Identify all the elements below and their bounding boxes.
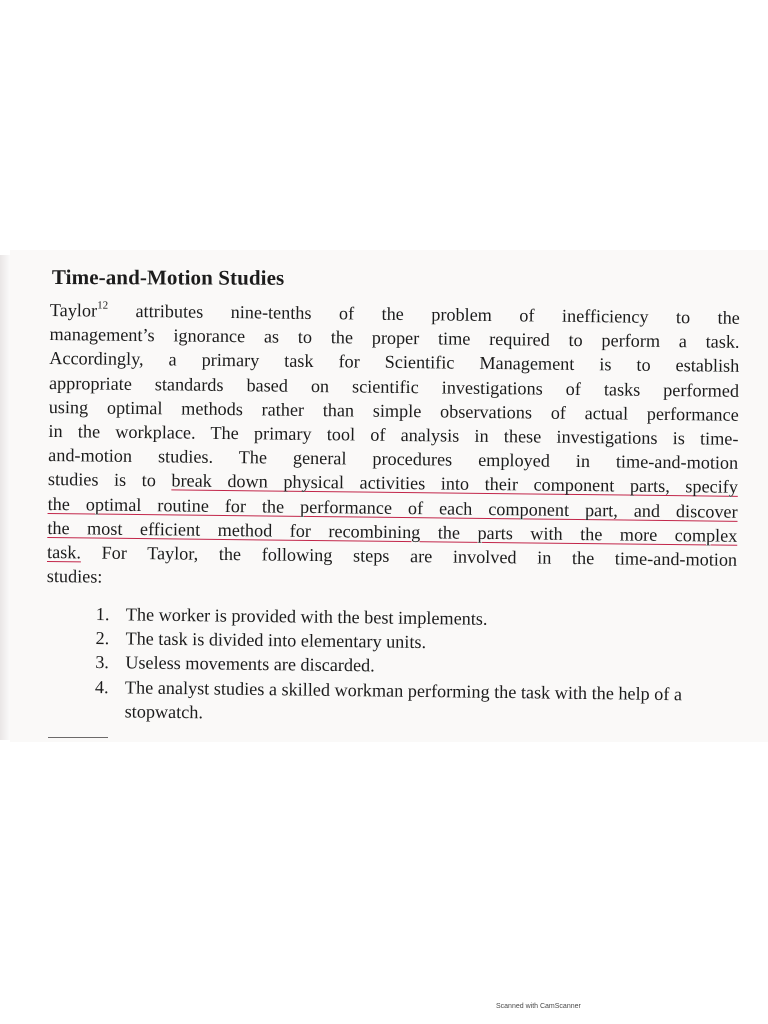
scanner-watermark: Scanned with CamScanner: [496, 1003, 581, 1010]
footnote-reference: 12: [97, 299, 109, 312]
section-heading: Time-and-Motion Studies: [51, 265, 285, 290]
list-item-number: 3.: [95, 652, 110, 673]
list-item-text: The worker is provided with the best implements.: [125, 604, 488, 629]
footnote-divider: [48, 737, 108, 738]
paragraph-text: For Taylor, the following steps are involved in the time-and-motion: [80, 542, 738, 570]
paragraph-line: and-motion studies. The general procedures employed in time-and-motion: [48, 445, 739, 474]
scan-edge-shadow: [0, 255, 10, 740]
list-item: [95, 675, 746, 731]
list-item-text: Useless movements are discarded.: [125, 652, 375, 676]
underlined-line: the most efficient method for recombining the parts with the more complex: [47, 517, 738, 546]
paragraph-line: studies:: [46, 566, 103, 587]
paragraph-text: attributes nine-tenths of the problem of inefficiency to the: [107, 300, 740, 328]
list-item-number: 2.: [95, 628, 110, 649]
list-item-text: The task is divided into elementary units.: [125, 628, 427, 653]
body-paragraph: [47, 298, 740, 596]
underlined-text: task.: [47, 542, 82, 563]
list-item-number: 4.: [94, 676, 109, 697]
paragraph-line: appropriate standards based on scientific investigations of tasks performed: [48, 372, 740, 401]
paragraph-line: in the workplace. The primary tool of analysis in these investigations is time-: [48, 421, 739, 449]
paragraph-line: Accordingly, a primary task for Scientific Management is to establish: [49, 348, 740, 377]
underlined-line: the optimal routine for the performance of each component part, and discover: [47, 493, 738, 522]
paragraph-text: Taylor: [49, 299, 98, 321]
steps-list: [95, 602, 746, 731]
list-item-number: 1.: [95, 603, 110, 625]
paragraph-line: management’s ignorance as to the proper time required to perform a task.: [49, 324, 740, 353]
underlined-text: break down physical activities into their component parts, specify: [171, 470, 739, 498]
list-item-text: The analyst studies a skilled workman performing the task with the help of a stopwatch.: [124, 676, 683, 723]
paragraph-text: studies is to: [47, 469, 172, 491]
paragraph-line: using optimal methods rather than simple observations of actual performance: [48, 396, 739, 425]
